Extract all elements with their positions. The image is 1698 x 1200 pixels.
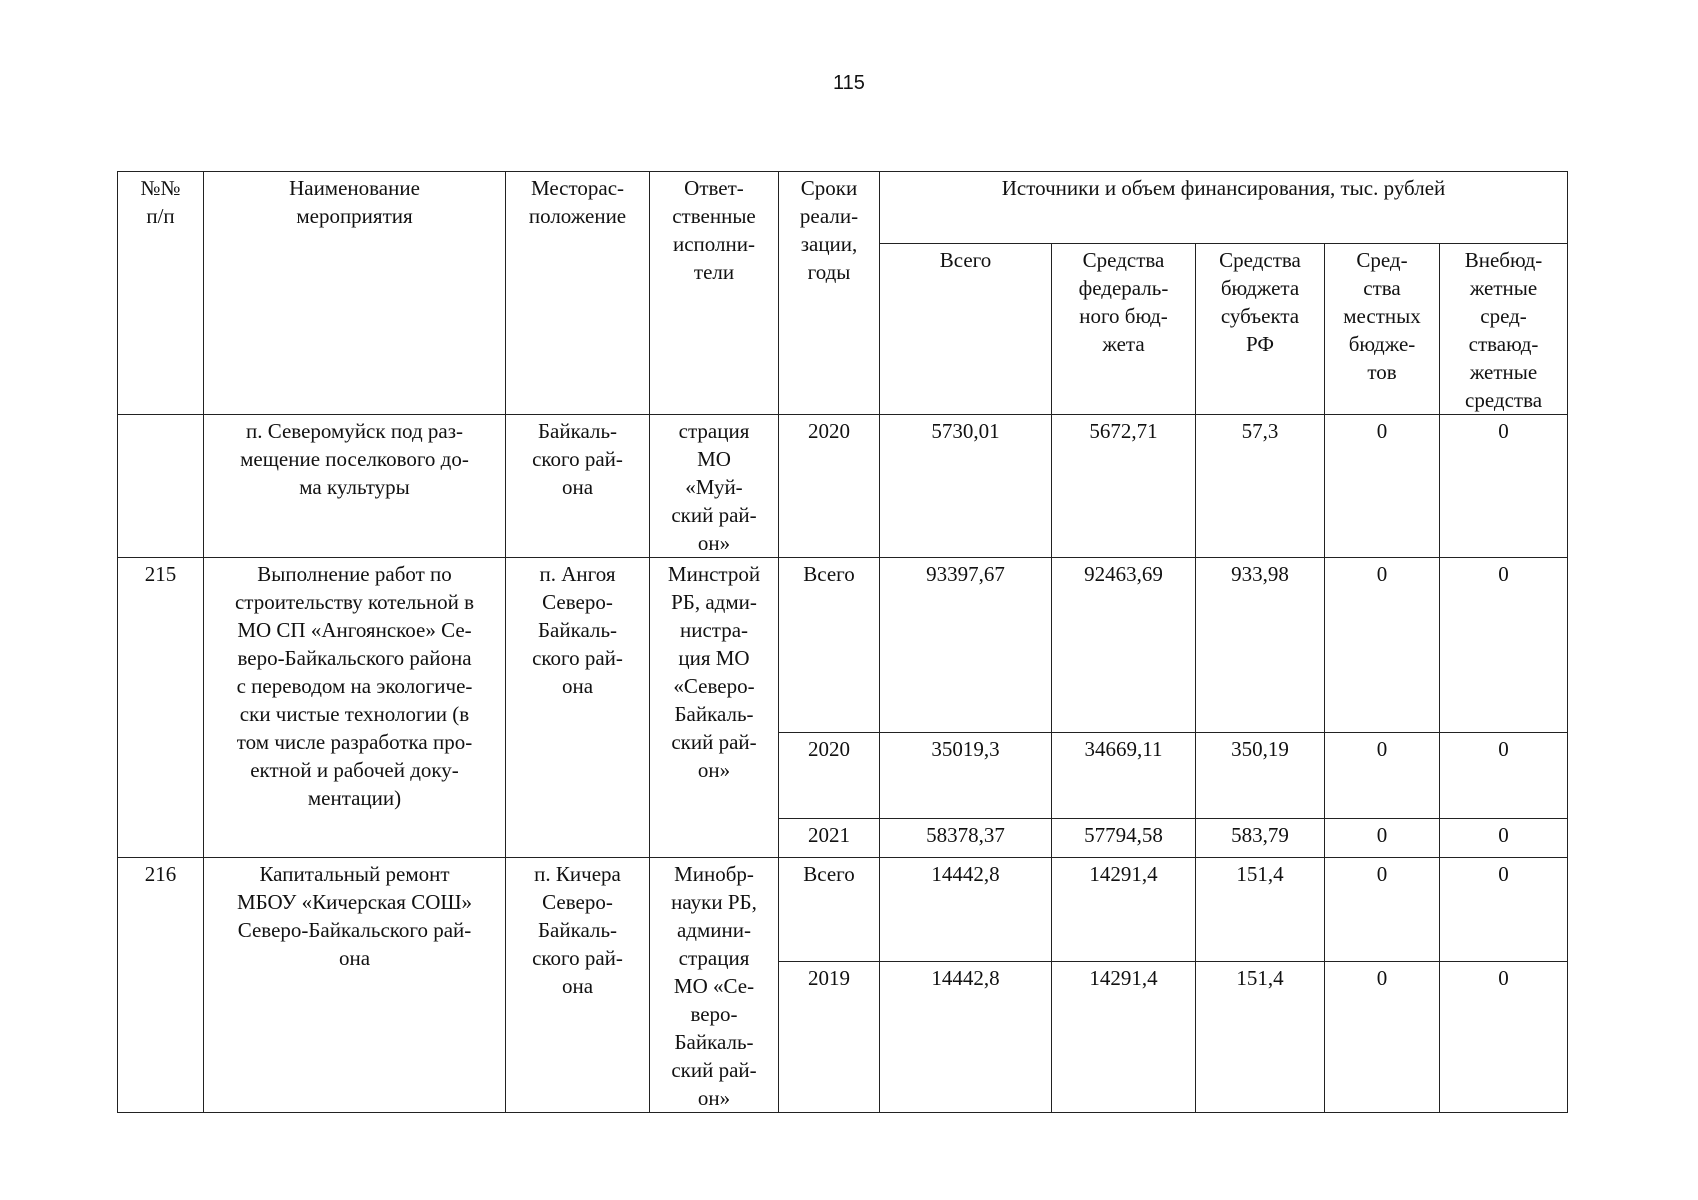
header-num: №№ п/п — [118, 172, 204, 415]
row-local: 0 — [1325, 415, 1440, 558]
row-subject: 151,4 — [1196, 961, 1325, 1112]
header-responsible: Ответ- ственные исполни- тели — [650, 172, 779, 415]
table-row — [118, 415, 1568, 558]
row-num: 215 — [118, 558, 204, 858]
row-subject: 350,19 — [1196, 733, 1325, 819]
row-subject: 57,3 — [1196, 415, 1325, 558]
row-location: Байкаль- ского рай- она — [506, 415, 650, 558]
row-federal: 14291,4 — [1052, 858, 1196, 962]
row-local: 0 — [1325, 961, 1440, 1112]
header-period: Сроки реали- зации, годы — [779, 172, 880, 415]
row-period: 2020 — [779, 415, 880, 558]
row-location: п. Ангоя Северо- Байкаль- ского рай- она — [506, 558, 650, 858]
row-subject: 151,4 — [1196, 858, 1325, 962]
row-responsible: страция МО «Муй- ский рай- он» — [650, 415, 779, 558]
row-name: п. Северомуйск под раз- мещение поселкового до- ма культуры — [204, 415, 506, 558]
row-subject: 583,79 — [1196, 819, 1325, 858]
row-total: 14442,8 — [880, 961, 1052, 1112]
row-period: Всего — [779, 558, 880, 733]
header-name: Наименование мероприятия — [204, 172, 506, 415]
row-extra: 0 — [1440, 733, 1568, 819]
row-responsible: Минобр- науки РБ, админи- страция МО «Се- веро- Байкаль- ский рай- он» — [650, 858, 779, 1113]
row-responsible: Минстрой РБ, адми- нистра- ция МО «Северо- Байкаль- ский рай- он» — [650, 558, 779, 858]
row-subject: 933,98 — [1196, 558, 1325, 733]
table-row — [118, 858, 1568, 962]
row-extra: 0 — [1440, 819, 1568, 858]
row-period: 2021 — [779, 819, 880, 858]
header-local: Сред- ства местных бюдже- тов — [1325, 244, 1440, 415]
row-num: 216 — [118, 858, 204, 1113]
header-total: Всего — [880, 244, 1052, 415]
row-federal: 34669,11 — [1052, 733, 1196, 819]
header-subject: Средства бюджета субъекта РФ — [1196, 244, 1325, 415]
table-row — [118, 558, 1568, 733]
row-local: 0 — [1325, 558, 1440, 733]
row-federal: 5672,71 — [1052, 415, 1196, 558]
header-sources: Источники и объем финансирования, тыс. рублей — [880, 172, 1568, 244]
financing-table — [117, 171, 1568, 1113]
row-period: 2020 — [779, 733, 880, 819]
row-name: Выполнение работ по строительству котельной в МО СП «Ангоянское» Се- веро-Байкальского района с переводом на экологиче- ски чистые технологии (в том числе разработка про- ектной и рабочей доку- ментации) — [204, 558, 506, 858]
row-extra: 0 — [1440, 558, 1568, 733]
header-location: Месторас- положение — [506, 172, 650, 415]
row-location: п. Кичера Северо- Байкаль- ского рай- она — [506, 858, 650, 1113]
row-total: 5730,01 — [880, 415, 1052, 558]
row-federal: 57794,58 — [1052, 819, 1196, 858]
row-extra: 0 — [1440, 961, 1568, 1112]
header-extra: Внебюд- жетные сред- стваюд- жетные средства — [1440, 244, 1568, 415]
row-total: 93397,67 — [880, 558, 1052, 733]
row-period: Всего — [779, 858, 880, 962]
row-federal: 92463,69 — [1052, 558, 1196, 733]
row-extra: 0 — [1440, 858, 1568, 962]
row-num — [118, 415, 204, 558]
header-federal: Средства федераль- ного бюд- жета — [1052, 244, 1196, 415]
row-extra: 0 — [1440, 415, 1568, 558]
table-header-row — [118, 172, 1568, 244]
row-total: 14442,8 — [880, 858, 1052, 962]
row-local: 0 — [1325, 733, 1440, 819]
row-federal: 14291,4 — [1052, 961, 1196, 1112]
row-local: 0 — [1325, 858, 1440, 962]
row-total: 35019,3 — [880, 733, 1052, 819]
row-local: 0 — [1325, 819, 1440, 858]
row-total: 58378,37 — [880, 819, 1052, 858]
row-period: 2019 — [779, 961, 880, 1112]
row-name: Капитальный ремонт МБОУ «Кичерская СОШ» Северо-Байкальского рай- она — [204, 858, 506, 1113]
page-number: 115 — [833, 72, 865, 94]
